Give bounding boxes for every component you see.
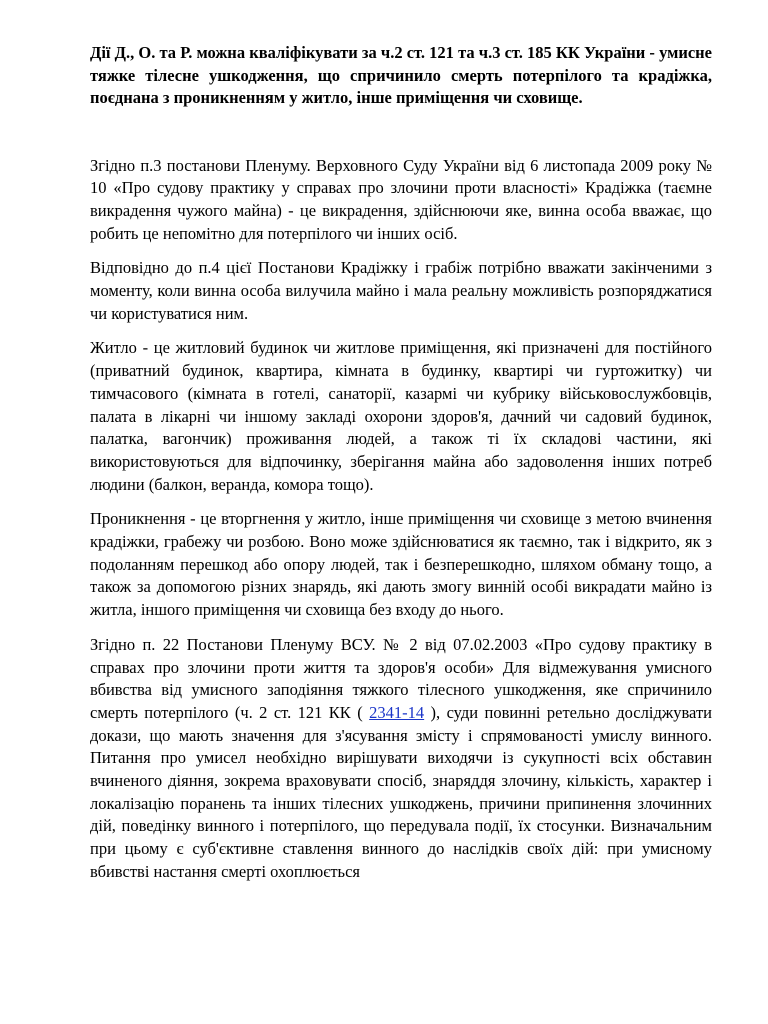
- paragraph-theft-completion: Відповідно до п.4 цієї Постанови Крадіжку і грабіж потрібно вважати закінченими з моменту, коли винна особа вилучила майно і мала реальну можливість розпоряджатися чи користуватися ним.: [90, 258, 712, 323]
- law-reference-link[interactable]: 2341-14: [369, 702, 425, 722]
- document-heading: Дії Д., О. та Р. можна кваліфікувати за ч.2 ст. 121 та ч.3 ст. 185 КК України - умисне тяжке тілесне ушкодження, що спричинило смерть потерпілого та крадіжка, поєднана з проникненням у житло, інше приміщення чи сховище.: [90, 43, 712, 107]
- document-body: [90, 42, 712, 896]
- paragraph-plenum-22-after-link: ), суди повинні ретельно досліджувати докази, що мають значення для з'ясування змісту і спрямованості умислу винного. Питання про умисел необхідно вирішувати виходячи із сукупності всіх обставин вчиненого діяння, зокрема враховувати спосіб, знаряддя злочину, кількість, характер і локалізацію поранень та інших тілесних ушкоджень, причини припинення злочинних дій, поведінку винного і потерпілого, що передувала події, їх стосунки. Визначальним при цьому є суб'єктивне ставлення винного до наслідків своїх дій: при умисному вбивстві настання смерті охоплюється: [90, 702, 712, 881]
- paragraph-plenum-22: [90, 634, 712, 884]
- paragraph-dwelling-definition: Житло - це житловий будинок чи житлове приміщення, які призначені для постійного (приватний будинок, квартира, кімната в будинку, квартирі чи гуртожитку) чи тимчасового (кімната в готелі, санаторії, казармі чи кубрику військовослужбовців, палата в лікарні чи іншому закладі охорони здоров'я, дачний чи садовий будинок, палатка, вагончик) проживання людей, а також ті їх складові частини, які використовуються для відпочинку, зберігання майна або задоволення інших потреб людини (балкон, веранда, комора тощо).: [90, 338, 712, 494]
- paragraph-theft-definition: Згідно п.3 постанови Пленуму. Верховного Суду України від 6 листопада 2009 року № 10 «Про судову практику у справах про злочини проти власності» Крадіжка (таємне викрадення чужого майна) - це викрадення, здійснюючи яке, винна особа вважає, що робить це непомітно для потерпілого чи інших осіб.: [90, 155, 712, 243]
- paragraph-penetration-definition: Проникнення - це вторгнення у житло, інше приміщення чи сховище з метою вчинення крадіжки, грабежу чи розбою. Воно може здійснюватися як таємно, так і відкрито, як з подоланням перешкод або опору людей, так і безперешкодно, шляхом обману тощо, а також за допомогою різних знарядь, які дають змогу винній особі викрадати майно із житла, іншого приміщення чи сховища без входу до нього.: [90, 509, 712, 620]
- paragraph-plenum-22-before-link: Згідно п. 22 Постанови Пленуму ВСУ. № 2 від 07.02.2003 «Про судову практику в справах про злочини проти життя та здоров'я особи» Для відмежування умисного вбивства від умисного заподіяння тяжкого тілесного ушкодження, яке спричинило смерть потерпілого (ч. 2 ст. 121 КК (: [90, 634, 712, 722]
